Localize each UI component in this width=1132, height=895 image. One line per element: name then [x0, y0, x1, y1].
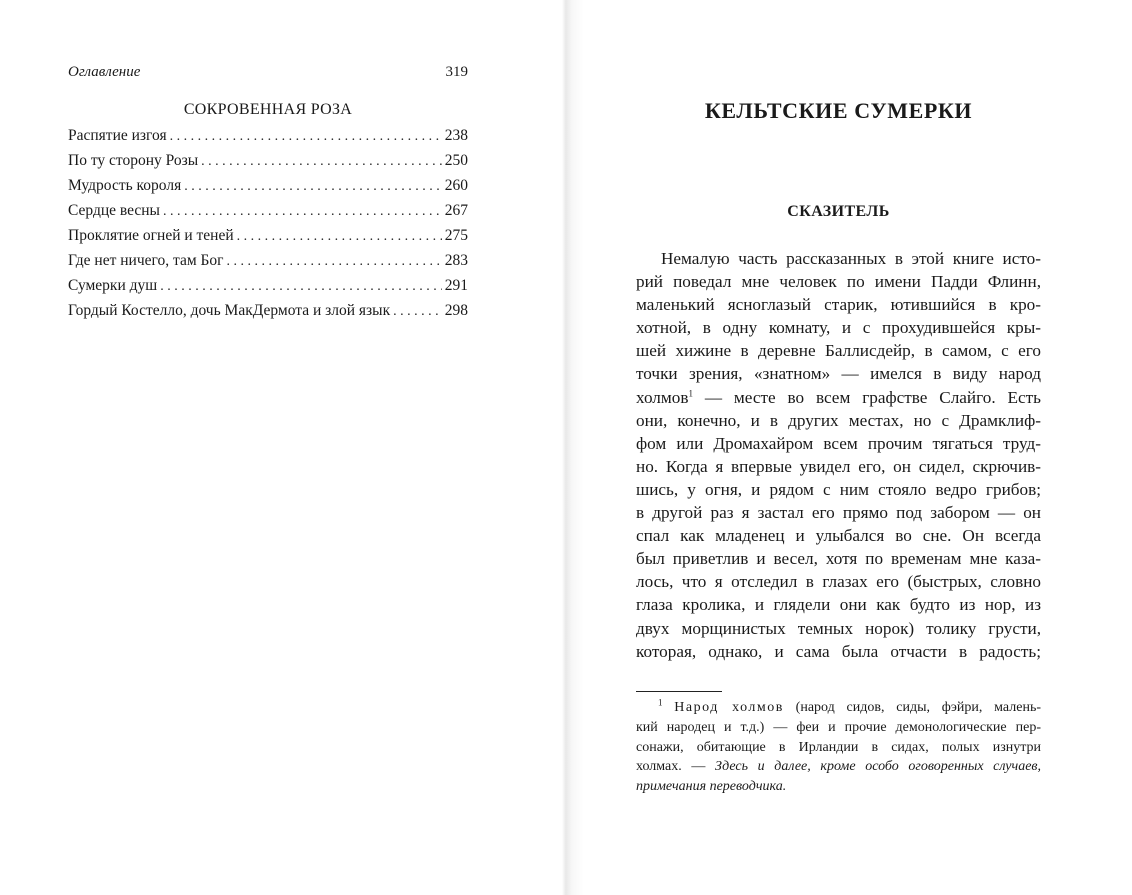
toc-entry-title: Сумерки душ [68, 277, 158, 294]
toc-entry-page: 291 [444, 277, 468, 294]
toc-entry-page: 250 [444, 152, 468, 169]
body-line-head: холмов [636, 387, 689, 407]
footnote [636, 698, 1041, 797]
toc-leader-dots [227, 252, 442, 270]
toc-leader-dots [163, 202, 442, 220]
body-line: фом или Дромахайром всем прочим тягаться труд- [636, 433, 1041, 453]
body-line: спал как младенец и улыбался во сне. Он всегда [636, 526, 1041, 546]
footnote-reference[interactable]: 1 [688, 387, 693, 398]
body-line: Немалую часть рассказанных в этой книге исто- [661, 249, 1041, 268]
running-head [68, 64, 468, 81]
toc-entry-page: 283 [444, 252, 468, 269]
toc-leader-dots [184, 177, 442, 195]
footnote-line: примечания переводчика. [636, 779, 787, 795]
book-title: КЕЛЬТСКИЕ СУМЕРКИ [704, 98, 973, 123]
footnote-marker: 1 [658, 697, 663, 708]
toc-leader-dots [170, 127, 442, 145]
running-head-title: Оглавление [68, 64, 141, 80]
toc-entry-page: 275 [444, 227, 468, 244]
toc-leader-dots [201, 152, 442, 170]
chapter-title: СКАЗИТЕЛЬ [787, 203, 890, 220]
body-line: рий поведал мне человек по имени Падди Флинн, [636, 272, 1041, 292]
footnote-divider [636, 691, 722, 692]
footnote-text: (народ сидов, сиды, фэйри, малень- [783, 700, 1041, 715]
body-line: двух морщинистых темных норок) толику грусти, [636, 618, 1041, 638]
toc-entry-page: 298 [444, 302, 468, 319]
toc-entry [68, 127, 468, 152]
toc-entry-title: Мудрость короля [68, 177, 182, 194]
toc-entry-title: Где нет ничего, там Бог [68, 252, 224, 269]
body-line: маленький ясноглазый старик, ютившийся в кро- [636, 295, 1041, 315]
toc-entry [68, 152, 468, 177]
chapter-body-text [636, 247, 1041, 663]
toc-entry [68, 252, 468, 277]
body-line-tail: — месте во всем графстве Слайго. Есть [692, 387, 1041, 407]
body-line: точки зрения, «знатном» — имелся в виду народ [636, 364, 1041, 384]
toc-entry-page: 238 [444, 127, 468, 144]
footnote-line [636, 757, 1041, 777]
body-line: хотной, в одну комнату, и с прохудившейся кры- [636, 318, 1041, 338]
body-line: в другой раз я застал его прямо под забором — он [636, 503, 1041, 523]
footnote-text: холмах. — [636, 759, 716, 775]
toc-entry-page: 267 [444, 202, 468, 219]
toc-entry-page: 260 [444, 177, 468, 194]
toc-entry [68, 302, 468, 327]
toc-entry-title: Распятие изгоя [68, 127, 167, 144]
body-line: которая, однако, и сама была отчасти в радость; [636, 641, 1041, 661]
body-line-with-footnote [636, 386, 1041, 409]
body-line: глаза кролика, и глядели они как будто из нор, из [636, 595, 1041, 615]
toc-entry-title: Гордый Костелло, дочь МакДермота и злой язык [68, 302, 391, 319]
toc-entry-title: Сердце весны [68, 202, 160, 219]
toc-leader-dots [160, 277, 442, 295]
body-line: шись, у огня, и рядом с ним стояло ведро грибов; [636, 479, 1041, 499]
page-number: 319 [445, 64, 468, 80]
footnote-term: Народ холмов [674, 700, 784, 715]
body-line: они, конечно, и в других местах, но с Драмклиф- [636, 410, 1041, 430]
footnote-italic-text: Здесь и далее, кроме особо оговоренных случаев, [715, 759, 1041, 775]
body-line: был приветлив и весел, хотя по временам мне каза- [636, 549, 1041, 569]
toc-entry-title: Проклятие огней и теней [68, 227, 234, 244]
toc-entry [68, 277, 468, 302]
toc-entry [68, 177, 468, 202]
toc-leader-dots [393, 302, 442, 320]
toc-entry-title: По ту сторону Розы [68, 152, 199, 169]
toc-section-title: СОКРОВЕННАЯ РОЗА [183, 101, 353, 118]
body-line: шей хижине в деревне Баллисдейр, в самом, с его [636, 341, 1041, 361]
table-of-contents [68, 127, 468, 327]
toc-entry [68, 227, 468, 252]
body-line: лось, что я отследил в глазах его (быстрых, словно [636, 572, 1041, 592]
toc-leader-dots [237, 227, 442, 245]
toc-entry [68, 202, 468, 227]
footnote-line [636, 698, 1041, 718]
body-line: но. Когда я впервые увидел его, он сидел, скрючив- [636, 456, 1041, 476]
footnote-line: кий народец и т.д.) — феи и прочие демонологические пер- [636, 719, 1041, 735]
footnote-line: сонажи, обитающие в Ирландии в сидах, полых изнутри [636, 739, 1041, 755]
